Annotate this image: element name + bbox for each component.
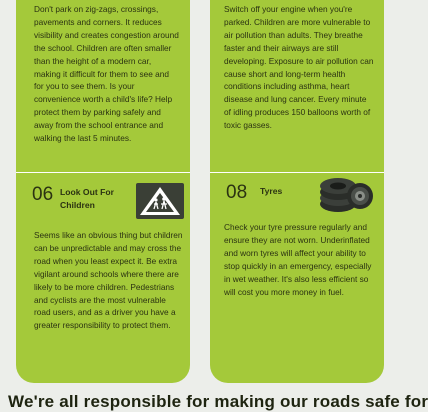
tip-heading: Look Out For Children xyxy=(60,187,114,210)
children-warning-sign-icon xyxy=(136,183,184,219)
card-divider xyxy=(16,172,190,173)
card-look-out-for-children xyxy=(16,0,190,383)
children-body-text: Seems like an obvious thing but children can be unpredictable and may cross the road when you least expect it. Be extra vigilant around schools where there are likely to be more children. Pedestrians and cyclists are the most vulnerable road users, and as a driver you have a greater responsibility to protect them. xyxy=(34,230,183,331)
idling-intro-text: Switch off your engine when you're parked. Children are more vulnerable to air pollution than adults. They breathe faster and their airways are still developing. Exposure to air pollution can cause short and long-term health conditions including asthma, heart disease and lung cancer. Every minute of idling produces 150 balloons worth of toxic gasses. xyxy=(224,4,374,131)
tyres-icon xyxy=(318,172,374,216)
tyres-body-text: Check your tyre pressure regularly and ensure they are not worn. Underinflated and worn tyres will affect your ability to stop quickly in an emergency, especially in wet weather. It's also less efficient so will cost you more money in fuel. xyxy=(224,222,372,297)
bottom-banner xyxy=(0,388,428,411)
tip-number: 08 xyxy=(226,182,248,203)
parking-intro-text: Don't park on zig-zags, crossings, pavements and corners. It reduces visibility and creates congestion around the school. Children are often smaller than the height of a modern car, making it difficult for them to see and for you to see them. Is your convenience worth a child's life? Help protect them by parking safely and away from the school entrance and walking the last 5 minutes. xyxy=(34,4,179,144)
bottom-banner-text: We're all responsible for making our roads safe for xyxy=(8,392,428,411)
card-tyres xyxy=(210,0,384,383)
tip-heading: Tyres xyxy=(260,186,283,196)
tip-number: 06 xyxy=(32,184,54,205)
